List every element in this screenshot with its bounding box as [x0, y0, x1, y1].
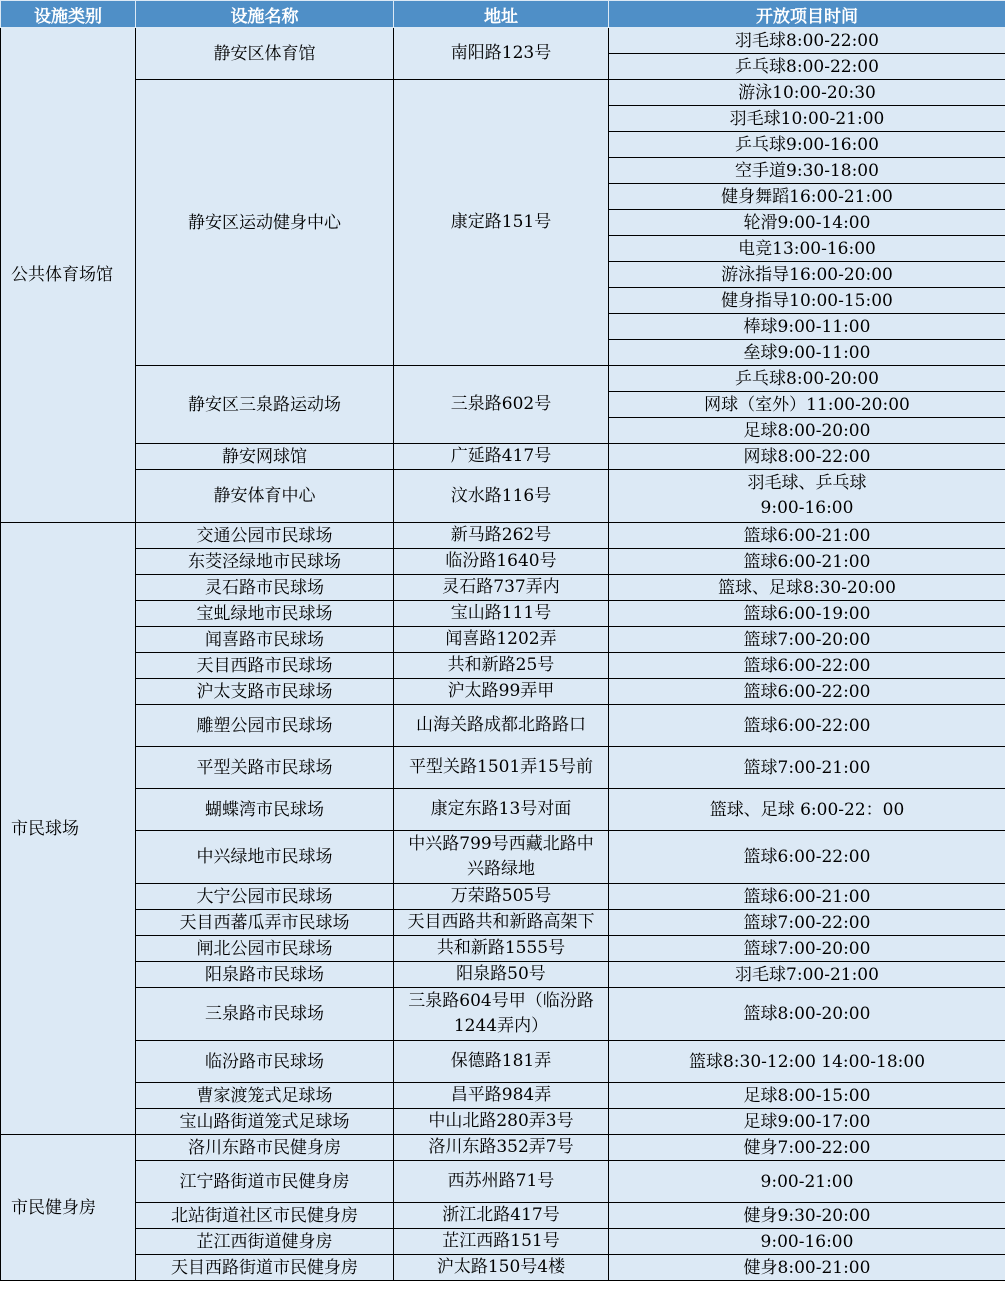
table-row	[1, 1229, 1005, 1255]
table-row	[1, 831, 1005, 884]
address-cell: 洛川东路352弄7号	[394, 1135, 609, 1161]
hours-cell: 羽毛球8:00-22:00	[609, 28, 1005, 54]
table-row	[1, 988, 1005, 1041]
table-row	[1, 575, 1005, 601]
table-row	[1, 1255, 1005, 1281]
table-row	[1, 936, 1005, 962]
address-cell: 万荣路505号	[394, 884, 609, 910]
address-cell: 沪太路99弄甲	[394, 679, 609, 705]
table-body	[1, 28, 1005, 1281]
header-category: 设施类别	[1, 1, 136, 28]
hours-cell: 羽毛球、乒乓球 9:00-16:00	[609, 470, 1005, 523]
facility-name-cell: 交通公园市民球场	[136, 523, 394, 549]
facility-name-cell: 静安体育中心	[136, 470, 394, 523]
facility-name-cell: 临汾路市民球场	[136, 1041, 394, 1083]
facility-name-cell: 三泉路市民球场	[136, 988, 394, 1041]
table-row	[1, 789, 1005, 831]
address-cell: 平型关路1501弄15号前	[394, 747, 609, 789]
address-cell: 宝山路111号	[394, 601, 609, 627]
table-row	[1, 28, 1005, 54]
hours-cell: 篮球8:30-12:00 14:00-18:00	[609, 1041, 1005, 1083]
facility-name-cell: 静安区运动健身中心	[136, 80, 394, 366]
hours-cell: 乒乓球9:00-16:00	[609, 132, 1005, 158]
table-row	[1, 1083, 1005, 1109]
facility-name-cell: 天目西路街道市民健身房	[136, 1255, 394, 1281]
table-row	[1, 1203, 1005, 1229]
facility-name-cell: 静安区三泉路运动场	[136, 366, 394, 444]
facility-name-cell: 洛川东路市民健身房	[136, 1135, 394, 1161]
hours-cell: 篮球6:00-22:00	[609, 705, 1005, 747]
hours-cell: 轮滑9:00-14:00	[609, 210, 1005, 236]
table-row	[1, 910, 1005, 936]
facility-name-cell: 天目西蕃瓜弄市民球场	[136, 910, 394, 936]
facility-name-cell: 沪太支路市民球场	[136, 679, 394, 705]
hours-cell: 篮球8:00-20:00	[609, 988, 1005, 1041]
address-cell: 三泉路604号甲（临汾路 1244弄内）	[394, 988, 609, 1041]
address-cell: 广延路417号	[394, 444, 609, 470]
facility-name-cell: 北站街道社区市民健身房	[136, 1203, 394, 1229]
facility-name-cell: 曹家渡笼式足球场	[136, 1083, 394, 1109]
facility-name-cell: 蝴蝶湾市民球场	[136, 789, 394, 831]
facility-name-cell: 大宁公园市民球场	[136, 884, 394, 910]
address-cell: 天目西路共和新路高架下	[394, 910, 609, 936]
hours-cell: 游泳指导16:00-20:00	[609, 262, 1005, 288]
hours-cell: 健身舞蹈16:00-21:00	[609, 184, 1005, 210]
hours-cell: 游泳10:00-20:30	[609, 80, 1005, 106]
hours-cell: 网球（室外）11:00-20:00	[609, 392, 1005, 418]
address-cell: 共和新路1555号	[394, 936, 609, 962]
hours-cell: 健身指导10:00-15:00	[609, 288, 1005, 314]
category-cell: 公共体育场馆	[1, 28, 136, 523]
address-cell: 闻喜路1202弄	[394, 627, 609, 653]
address-cell: 南阳路123号	[394, 28, 609, 80]
hours-cell: 篮球6:00-21:00	[609, 884, 1005, 910]
table-row	[1, 1135, 1005, 1161]
table-row	[1, 1041, 1005, 1083]
hours-cell: 篮球6:00-19:00	[609, 601, 1005, 627]
address-cell: 共和新路25号	[394, 653, 609, 679]
hours-cell: 篮球6:00-22:00	[609, 679, 1005, 705]
hours-cell: 足球9:00-17:00	[609, 1109, 1005, 1135]
facility-name-cell: 芷江西街道健身房	[136, 1229, 394, 1255]
table-row	[1, 1109, 1005, 1135]
hours-cell: 足球8:00-20:00	[609, 418, 1005, 444]
hours-cell: 棒球9:00-11:00	[609, 314, 1005, 340]
address-cell: 西苏州路71号	[394, 1161, 609, 1203]
hours-cell: 篮球6:00-22:00	[609, 653, 1005, 679]
facility-name-cell: 中兴绿地市民球场	[136, 831, 394, 884]
address-cell: 芷江西路151号	[394, 1229, 609, 1255]
table-row	[1, 884, 1005, 910]
header-row	[1, 1, 1005, 28]
table-row	[1, 679, 1005, 705]
hours-cell: 篮球6:00-21:00	[609, 523, 1005, 549]
hours-cell: 篮球7:00-20:00	[609, 627, 1005, 653]
table-row	[1, 601, 1005, 627]
address-cell: 阳泉路50号	[394, 962, 609, 988]
table-row	[1, 549, 1005, 575]
address-cell: 浙江北路417号	[394, 1203, 609, 1229]
address-cell: 三泉路602号	[394, 366, 609, 444]
address-cell: 保德路181弄	[394, 1041, 609, 1083]
hours-cell: 健身7:00-22:00	[609, 1135, 1005, 1161]
address-cell: 中山北路280弄3号	[394, 1109, 609, 1135]
hours-cell: 羽毛球10:00-21:00	[609, 106, 1005, 132]
hours-cell: 篮球、足球8:30-20:00	[609, 575, 1005, 601]
hours-cell: 9:00-16:00	[609, 1229, 1005, 1255]
table-row	[1, 444, 1005, 470]
hours-cell: 空手道9:30-18:00	[609, 158, 1005, 184]
facility-name-cell: 静安区体育馆	[136, 28, 394, 80]
facility-name-cell: 天目西路市民球场	[136, 653, 394, 679]
address-cell: 山海关路成都北路路口	[394, 705, 609, 747]
hours-cell: 电竞13:00-16:00	[609, 236, 1005, 262]
address-cell: 中兴路799号西藏北路中 兴路绿地	[394, 831, 609, 884]
facility-name-cell: 闸北公园市民球场	[136, 936, 394, 962]
table-row	[1, 523, 1005, 549]
facility-name-cell: 阳泉路市民球场	[136, 962, 394, 988]
header-name: 设施名称	[136, 1, 394, 28]
category-cell: 市民球场	[1, 523, 136, 1135]
facility-name-cell: 江宁路街道市民健身房	[136, 1161, 394, 1203]
table-row	[1, 653, 1005, 679]
address-cell: 汶水路116号	[394, 470, 609, 523]
facility-name-cell: 雕塑公园市民球场	[136, 705, 394, 747]
table-row	[1, 1161, 1005, 1203]
hours-cell: 篮球7:00-20:00	[609, 936, 1005, 962]
category-cell: 市民健身房	[1, 1135, 136, 1281]
hours-cell: 篮球6:00-22:00	[609, 831, 1005, 884]
hours-cell: 篮球7:00-21:00	[609, 747, 1005, 789]
facility-name-cell: 宝虬绿地市民球场	[136, 601, 394, 627]
table-row	[1, 747, 1005, 789]
hours-cell: 健身8:00-21:00	[609, 1255, 1005, 1281]
hours-cell: 网球8:00-22:00	[609, 444, 1005, 470]
address-cell: 康定东路13号对面	[394, 789, 609, 831]
address-cell: 康定路151号	[394, 80, 609, 366]
hours-cell: 乒乓球8:00-20:00	[609, 366, 1005, 392]
hours-cell: 健身9:30-20:00	[609, 1203, 1005, 1229]
facility-name-cell: 东茭泾绿地市民球场	[136, 549, 394, 575]
hours-cell: 垒球9:00-11:00	[609, 340, 1005, 366]
hours-cell: 9:00-21:00	[609, 1161, 1005, 1203]
hours-cell: 篮球、足球 6:00-22：00	[609, 789, 1005, 831]
header-address: 地址	[394, 1, 609, 28]
hours-cell: 羽毛球7:00-21:00	[609, 962, 1005, 988]
address-cell: 灵石路737弄内	[394, 575, 609, 601]
hours-cell: 篮球6:00-21:00	[609, 549, 1005, 575]
table-row	[1, 627, 1005, 653]
table-row	[1, 80, 1005, 106]
address-cell: 沪太路150号4楼	[394, 1255, 609, 1281]
header-hours: 开放项目时间	[609, 1, 1005, 28]
table-row	[1, 962, 1005, 988]
facility-name-cell: 灵石路市民球场	[136, 575, 394, 601]
facility-name-cell: 平型关路市民球场	[136, 747, 394, 789]
facility-name-cell: 闻喜路市民球场	[136, 627, 394, 653]
hours-cell: 乒乓球8:00-22:00	[609, 54, 1005, 80]
hours-cell: 篮球7:00-22:00	[609, 910, 1005, 936]
table-row	[1, 366, 1005, 392]
address-cell: 临汾路1640号	[394, 549, 609, 575]
table-row	[1, 470, 1005, 523]
address-cell: 新马路262号	[394, 523, 609, 549]
facility-name-cell: 宝山路街道笼式足球场	[136, 1109, 394, 1135]
table-row	[1, 705, 1005, 747]
hours-cell: 足球8:00-15:00	[609, 1083, 1005, 1109]
facility-name-cell: 静安网球馆	[136, 444, 394, 470]
address-cell: 昌平路984弄	[394, 1083, 609, 1109]
